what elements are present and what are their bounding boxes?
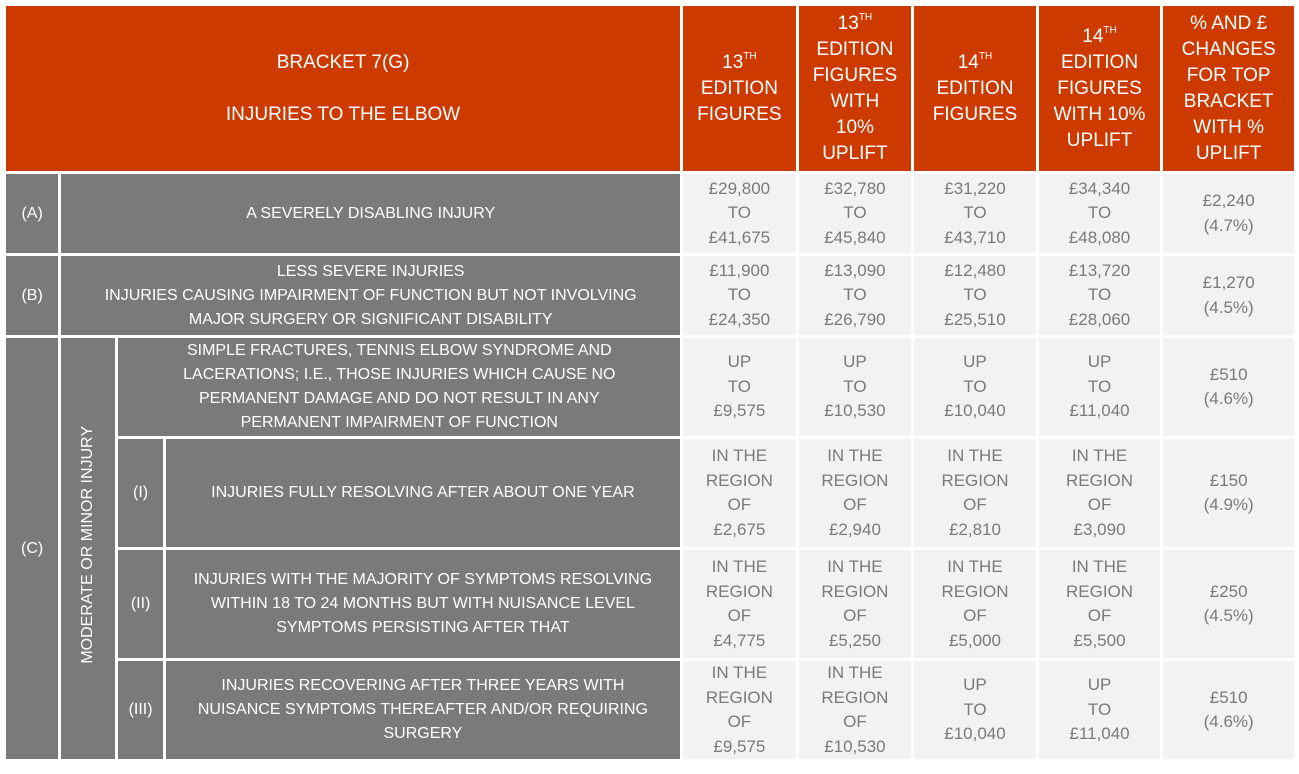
value-14th-uplift: IN THE REGION OF £5,500: [1039, 550, 1161, 658]
group-vertical-label: MODERATE OR MINOR INJURY: [61, 338, 115, 759]
value-13th: IN THE REGION OF £2,675: [683, 439, 796, 547]
value-13th-uplift: £32,780 TO £45,840: [799, 174, 912, 253]
value-change: £150 (4.9%): [1163, 439, 1294, 547]
value-14th-uplift: IN THE REGION OF £3,090: [1039, 439, 1161, 547]
value-14th: UP TO £10,040: [914, 661, 1036, 759]
table-row: [6, 661, 1294, 759]
row-description: INJURIES FULLY RESOLVING AFTER ABOUT ONE YEAR: [166, 439, 680, 547]
row-description: INJURIES WITH THE MAJORITY OF SYMPTOMS RESOLVING WITHIN 18 TO 24 MONTHS BUT WITH NUISANCE LEVEL SYMPTOMS PERSISTING AFTER THAT: [166, 550, 680, 658]
value-13th-uplift: UP TO £10,530: [799, 338, 912, 436]
value-13th-uplift: IN THE REGION OF £10,530: [799, 661, 912, 759]
value-13th: £11,900 TO £24,350: [683, 256, 796, 335]
col-header-14th-edition: 14TH EDITION FIGURES: [914, 6, 1036, 171]
table-title-cell: [6, 6, 680, 171]
table-row: [6, 439, 1294, 547]
col-header-14th-edition-uplift: 14TH EDITION FIGURES WITH 10% UPLIFT: [1039, 6, 1161, 171]
row-label: (B): [6, 256, 58, 335]
value-14th: £12,480 TO £25,510: [914, 256, 1036, 335]
col-header-13th-edition-uplift: 13TH EDITION FIGURES WITH 10% UPLIFT: [799, 6, 912, 171]
value-13th-uplift: IN THE REGION OF £5,250: [799, 550, 912, 658]
table-row: [6, 256, 1294, 335]
row-description: A SEVERELY DISABLING INJURY: [61, 174, 680, 253]
value-change: £1,270 (4.5%): [1163, 256, 1294, 335]
row-description: SIMPLE FRACTURES, TENNIS ELBOW SYNDROME AND LACERATIONS; I.E., THOSE INJURIES WHICH CAUSE NO PERMANENT DAMAGE AND DO NOT RESULT IN ANY PERMANENT IMPAIRMENT OF FUNCTION: [118, 338, 680, 436]
row-description: INJURIES RECOVERING AFTER THREE YEARS WITH NUISANCE SYMPTOMS THEREAFTER AND/OR REQUIRING SURGERY: [166, 661, 680, 759]
value-14th: IN THE REGION OF £2,810: [914, 439, 1036, 547]
table-title: INJURIES TO THE ELBOW: [225, 103, 461, 125]
value-14th-uplift: £13,720 TO £28,060: [1039, 256, 1161, 335]
value-change: £510 (4.6%): [1163, 661, 1294, 759]
col-header-changes: % AND £ CHANGES FOR TOP BRACKET WITH % UPLIFT: [1163, 6, 1294, 171]
value-13th: IN THE REGION OF £4,775: [683, 550, 796, 658]
value-13th: UP TO £9,575: [683, 338, 796, 436]
value-change: £510 (4.6%): [1163, 338, 1294, 436]
value-14th: £31,220 TO £43,710: [914, 174, 1036, 253]
value-13th-uplift: £13,090 TO £26,790: [799, 256, 912, 335]
bracket-label: BRACKET 7(G): [276, 51, 410, 73]
value-14th-uplift: UP TO £11,040: [1039, 338, 1161, 436]
col-header-13th-edition: 13TH EDITION FIGURES: [683, 6, 796, 171]
row-label: (A): [6, 174, 58, 253]
elbow-injuries-table: [3, 3, 1297, 762]
value-14th-uplift: UP TO £11,040: [1039, 661, 1161, 759]
header-row: [6, 6, 1294, 171]
row-sublabel: (II): [118, 550, 162, 658]
value-13th-uplift: IN THE REGION OF £2,940: [799, 439, 912, 547]
value-13th: £29,800 TO £41,675: [683, 174, 796, 253]
value-13th: IN THE REGION OF £9,575: [683, 661, 796, 759]
value-change: £250 (4.5%): [1163, 550, 1294, 658]
row-sublabel: (I): [118, 439, 162, 547]
row-sublabel: (III): [118, 661, 162, 759]
value-14th-uplift: £34,340 TO £48,080: [1039, 174, 1161, 253]
value-14th: IN THE REGION OF £5,000: [914, 550, 1036, 658]
value-14th: UP TO £10,040: [914, 338, 1036, 436]
value-change: £2,240 (4.7%): [1163, 174, 1294, 253]
row-label: (C): [6, 338, 58, 759]
table-row: [6, 550, 1294, 658]
row-description: LESS SEVERE INJURIES INJURIES CAUSING IMPAIRMENT OF FUNCTION BUT NOT INVOLVING MAJOR SURGERY OR SIGNIFICANT DISABILITY: [61, 256, 680, 335]
table-row: [6, 174, 1294, 253]
table-row: [6, 338, 1294, 436]
